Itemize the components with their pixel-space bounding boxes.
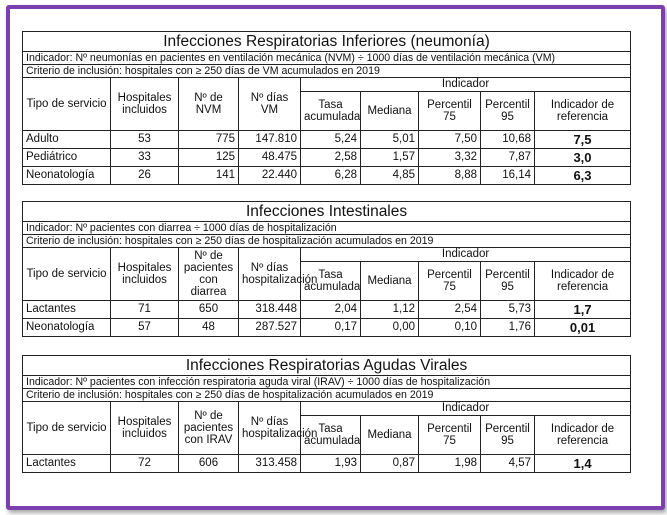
cell-tipo: Lactantes xyxy=(23,301,111,319)
cell-p95: 10,68 xyxy=(481,131,535,149)
cell-mediana: 0,00 xyxy=(361,319,419,337)
table-row xyxy=(23,149,631,167)
table-row xyxy=(23,455,631,473)
header-dias: Nº días hospitalización xyxy=(239,248,301,301)
cell-count: 650 xyxy=(179,301,239,319)
header-p75: Percentil 75 xyxy=(419,416,481,455)
cell-dias: 287.527 xyxy=(239,319,301,337)
cell-count: 606 xyxy=(179,455,239,473)
cell-dias: 147.810 xyxy=(239,131,301,149)
header-hospitales: Hospitales incluidos xyxy=(111,78,179,131)
cell-count: 48 xyxy=(179,319,239,337)
cell-hospitales: 26 xyxy=(111,167,179,185)
cell-tasa: 1,93 xyxy=(301,455,361,473)
cell-tipo: Neonatología xyxy=(23,167,111,185)
cell-tasa: 2,58 xyxy=(301,149,361,167)
cell-tasa: 5,24 xyxy=(301,131,361,149)
cell-mediana: 1,57 xyxy=(361,149,419,167)
cell-p75: 1,98 xyxy=(419,455,481,473)
header-mediana: Mediana xyxy=(361,92,419,131)
cell-tasa: 0,17 xyxy=(301,319,361,337)
table-title: Infecciones Respiratorias Inferiores (neumonía) xyxy=(23,32,631,52)
cell-p95: 4,57 xyxy=(481,455,535,473)
cell-ref: 3,0 xyxy=(535,149,631,167)
cell-p95: 16,14 xyxy=(481,167,535,185)
header-indicador-group: Indicador xyxy=(301,78,631,92)
header-ref: Indicador de referencia xyxy=(535,92,631,131)
cell-ref: 1,4 xyxy=(535,455,631,473)
table-irav xyxy=(22,355,631,473)
cell-p75: 2,54 xyxy=(419,301,481,319)
cell-p95: 7,87 xyxy=(481,149,535,167)
header-ref: Indicador de referencia xyxy=(535,416,631,455)
cell-tipo: Neonatología xyxy=(23,319,111,337)
cell-mediana: 0,87 xyxy=(361,455,419,473)
cell-ref: 7,5 xyxy=(535,131,631,149)
header-dias: Nº días VM xyxy=(239,78,301,131)
cell-hospitales: 53 xyxy=(111,131,179,149)
header-tasa: Tasa acumulada xyxy=(301,92,361,131)
cell-p95: 1,76 xyxy=(481,319,535,337)
cell-ref: 0,01 xyxy=(535,319,631,337)
cell-mediana: 4,85 xyxy=(361,167,419,185)
header-p75: Percentil 75 xyxy=(419,92,481,131)
table-neumonia xyxy=(22,31,631,185)
header-tasa: Tasa acumulada xyxy=(301,416,361,455)
inclusion-criterion: Criterio de inclusión: hospitales con ≥ 250 días de VM acumulados en 2019 xyxy=(23,65,631,78)
cell-p75: 3,32 xyxy=(419,149,481,167)
cell-hospitales: 33 xyxy=(111,149,179,167)
cell-tipo: Lactantes xyxy=(23,455,111,473)
cell-mediana: 1,12 xyxy=(361,301,419,319)
header-p75: Percentil 75 xyxy=(419,262,481,301)
cell-p95: 5,73 xyxy=(481,301,535,319)
cell-ref: 1,7 xyxy=(535,301,631,319)
cell-hospitales: 71 xyxy=(111,301,179,319)
cell-count: 141 xyxy=(179,167,239,185)
header-tipo: Tipo de servicio xyxy=(23,78,111,131)
inclusion-criterion: Criterio de inclusión: hospitales con ≥ 250 días de hospitalización acumulados en 2019 xyxy=(23,235,631,248)
cell-dias: 22.440 xyxy=(239,167,301,185)
header-mediana: Mediana xyxy=(361,262,419,301)
indicator-definition: Indicador: Nº pacientes con diarrea ÷ 1000 días de hospitalización xyxy=(23,222,631,235)
header-indicador-group: Indicador xyxy=(301,402,631,416)
cell-tasa: 2,04 xyxy=(301,301,361,319)
cell-p75: 8,88 xyxy=(419,167,481,185)
cell-tipo: Pediátrico xyxy=(23,149,111,167)
header-count: Nº de pacientes con IRAV xyxy=(179,402,239,455)
header-dias: Nº días hospitalización xyxy=(239,402,301,455)
table-row xyxy=(23,301,631,319)
header-count: Nº de NVM xyxy=(179,78,239,131)
cell-count: 775 xyxy=(179,131,239,149)
header-count: Nº de pacientes con diarrea xyxy=(179,248,239,301)
header-hospitales: Hospitales incluidos xyxy=(111,248,179,301)
header-tasa: Tasa acumulada xyxy=(301,262,361,301)
cell-dias: 48.475 xyxy=(239,149,301,167)
table-title: Infecciones Respiratorias Agudas Virales xyxy=(23,356,631,376)
cell-hospitales: 57 xyxy=(111,319,179,337)
cell-count: 125 xyxy=(179,149,239,167)
table-title: Infecciones Intestinales xyxy=(23,202,631,222)
header-tipo: Tipo de servicio xyxy=(23,402,111,455)
header-ref: Indicador de referencia xyxy=(535,262,631,301)
cell-hospitales: 72 xyxy=(111,455,179,473)
header-p95: Percentil 95 xyxy=(481,416,535,455)
cell-tasa: 6,28 xyxy=(301,167,361,185)
inclusion-criterion: Criterio de inclusión: hospitales con ≥ 250 días de hospitalización acumulados en 2019 xyxy=(23,389,631,402)
header-hospitales: Hospitales incluidos xyxy=(111,402,179,455)
table-row xyxy=(23,319,631,337)
header-p95: Percentil 95 xyxy=(481,262,535,301)
indicator-definition: Indicador: Nº pacientes con infección respiratoria aguda viral (IRAV) ÷ 1000 días de hospitalización xyxy=(23,376,631,389)
table-intestinales xyxy=(22,201,631,337)
cell-mediana: 5,01 xyxy=(361,131,419,149)
header-tipo: Tipo de servicio xyxy=(23,248,111,301)
cell-dias: 313.458 xyxy=(239,455,301,473)
header-p95: Percentil 95 xyxy=(481,92,535,131)
cell-ref: 6,3 xyxy=(535,167,631,185)
cell-tipo: Adulto xyxy=(23,131,111,149)
indicator-definition: Indicador: Nº neumonías en pacientes en ventilación mecánica (NVM) ÷ 1000 días de ventilación mecánica (VM) xyxy=(23,52,631,65)
table-row xyxy=(23,167,631,185)
header-mediana: Mediana xyxy=(361,416,419,455)
cell-dias: 318.448 xyxy=(239,301,301,319)
cell-p75: 0,10 xyxy=(419,319,481,337)
header-indicador-group: Indicador xyxy=(301,248,631,262)
table-row xyxy=(23,131,631,149)
cell-p75: 7,50 xyxy=(419,131,481,149)
